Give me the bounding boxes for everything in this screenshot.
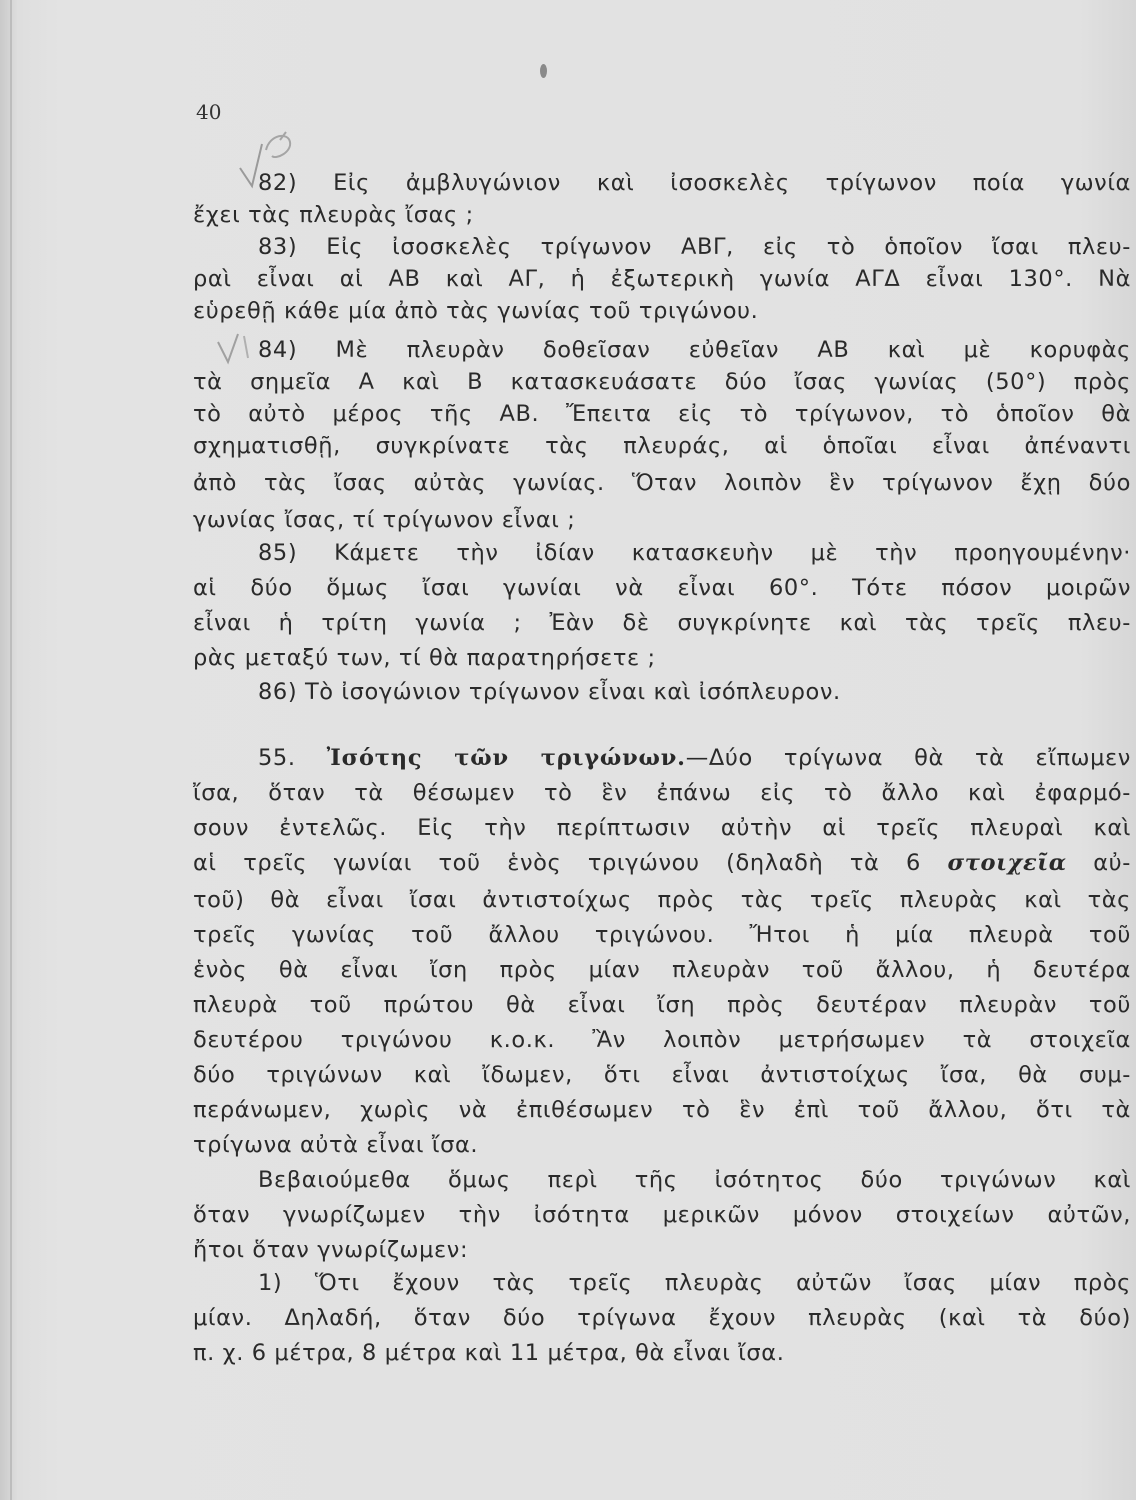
text-line: αἱ δύο ὅμως ἴσαι γωνίαι νὰ εἶναι 60°. Τότε πόσον μοιρῶν: [193, 575, 1131, 601]
page-edge-shadow: [10, 0, 12, 1500]
text-line: ρὰς μεταξύ των, τί θὰ παρατηρήσετε ;: [193, 645, 656, 671]
section-heading: Ἰσότης τῶν τριγώνων.: [326, 745, 686, 771]
text-line: τοῦ) θὰ εἶναι ἴσαι ἀντιστοίχως πρὸς τὰς τρεῖς πλευρὰς καὶ τὰς: [193, 887, 1131, 913]
text-line: περάνωμεν, χωρὶς νὰ ἐπιθέσωμεν τὸ ἓν ἐπὶ τοῦ ἄλλου, ὅτι τὰ: [193, 1097, 1131, 1123]
ink-speck: [540, 64, 547, 78]
text-line: 82) Εἰς ἀμβλυγώνιον καὶ ἰσοσκελὲς τρίγωνον ποία γωνία: [258, 170, 1131, 196]
text-line: 86) Τὸ ἰσογώνιον τρίγωνον εἶναι καὶ ἰσόπλευρον.: [258, 679, 841, 705]
text-line: σχηματισθῇ, συγκρίνατε τὰς πλευράς, αἱ ὁποῖαι εἶναι ἀπέναντι: [193, 433, 1131, 459]
text-line: ἔχει τὰς πλευρὰς ἴσας ;: [193, 202, 474, 228]
text-line: τὸ αὐτὸ μέρος τῆς ΑΒ. Ἔπειτα εἰς τὸ τρίγωνον, τὸ ὁποῖον θὰ: [193, 401, 1131, 427]
text-line: τρίγωνα αὐτὰ εἶναι ἴσα.: [193, 1132, 479, 1158]
text-line: πλευρὰ τοῦ πρώτου θὰ εἶναι ἴση πρὸς δευτέραν πλευρὰν τοῦ: [193, 992, 1131, 1018]
section-heading-continuation: —Δύο τρίγωνα θὰ τὰ εἴπωμεν: [685, 745, 1131, 771]
text-line: τὰ σημεῖα Α καὶ Β κατασκευάσατε δύο ἴσας γωνίας (50°) πρὸς: [193, 369, 1131, 395]
text-line: 83) Εἰς ἰσοσκελὲς τρίγωνον ΑΒΓ, εἰς τὸ ὁποῖον ἴσαι πλευ-: [258, 234, 1131, 260]
text-line: εὑρεθῇ κάθε μία ἀπὸ τὰς γωνίας τοῦ τριγώνου.: [193, 298, 759, 324]
text-line: ἑνὸς θὰ εἶναι ἴση πρὸς μίαν πλευρὰν τοῦ ἄλλου, ἡ δευτέρα: [193, 957, 1131, 983]
text-line: 1) Ὅτι ἔχουν τὰς τρεῖς πλευρὰς αὐτῶν ἴσας μίαν πρὸς: [258, 1270, 1131, 1296]
text-line: δευτέρου τριγώνου κ.ο.κ. Ἂν λοιπὸν μετρήσωμεν τὰ στοιχεῖα: [193, 1027, 1131, 1053]
text-line: ὅταν γνωρίζωμεν τὴν ἰσότητα μερικῶν μόνον στοιχείων αὐτῶν,: [193, 1202, 1131, 1228]
text-line: ἴσα, ὅταν τὰ θέσωμεν τὸ ἓν ἐπάνω εἰς τὸ ἄλλο καὶ ἐφαρμό-: [193, 780, 1131, 806]
text-line: ραὶ εἶναι αἱ ΑΒ καὶ ΑΓ, ἡ ἐξωτερικὴ γωνία ΑΓΔ εἶναι 130°. Νὰ: [193, 266, 1131, 292]
section-number: 55.: [258, 745, 296, 771]
page-number: 40: [196, 100, 222, 124]
text-line: 84) Μὲ πλευρὰν δοθεῖσαν εὐθεῖαν ΑΒ καὶ μὲ κορυφὰς: [258, 337, 1131, 363]
pencil-checkmark-84: [214, 328, 264, 368]
text-line: π. χ. 6 μέτρα, 8 μέτρα καὶ 11 μέτρα, θὰ εἶναι ἴσα.: [193, 1340, 785, 1366]
text-line: μίαν. Δηλαδή, ὅταν δύο τρίγωνα ἔχουν πλευρὰς (καὶ τὰ δύο): [193, 1305, 1131, 1331]
text-line: 85) Κάμετε τὴν ἰδίαν κατασκευὴν μὲ τὴν προηγουμένην·: [258, 540, 1131, 566]
text-line: Βεβαιούμεθα ὅμως περὶ τῆς ἰσότητος δύο τριγώνων καὶ: [258, 1167, 1131, 1193]
text-line: ἤτοι ὅταν γνωρίζωμεν:: [193, 1237, 469, 1263]
text-line: γωνίας ἴσας, τί τρίγωνον εἶναι ;: [193, 507, 576, 533]
term-stoixeia: στοιχεῖα: [947, 850, 1067, 876]
text-line: εἶναι ἡ τρίτη γωνία ; Ἐὰν δὲ συγκρίνητε καὶ τὰς τρεῖς πλευ-: [193, 610, 1131, 636]
section-heading-line: [258, 743, 1131, 773]
text-line: τρεῖς γωνίας τοῦ ἄλλου τριγώνου. Ἤτοι ἡ μία πλευρὰ τοῦ: [193, 922, 1131, 948]
text-line: σουν ἐντελῶς. Εἰς τὴν περίπτωσιν αὐτὴν αἱ τρεῖς πλευραὶ καὶ: [193, 815, 1131, 841]
text-line: [193, 848, 1131, 878]
text-line: δύο τριγώνων καὶ ἴδωμεν, ὅτι εἶναι ἀντιστοίχως ἴσα, θὰ συμ-: [193, 1062, 1131, 1088]
text-line: ἀπὸ τὰς ἴσας αὐτὰς γωνίας. Ὅταν λοιπὸν ἓν τρίγωνον ἔχῃ δύο: [193, 470, 1131, 496]
text-segment: αἱ τρεῖς γωνίαι τοῦ ἑνὸς τριγώνου (δηλαδὴ τὰ 6: [193, 850, 921, 876]
text-segment: αὐ-: [1093, 850, 1131, 876]
